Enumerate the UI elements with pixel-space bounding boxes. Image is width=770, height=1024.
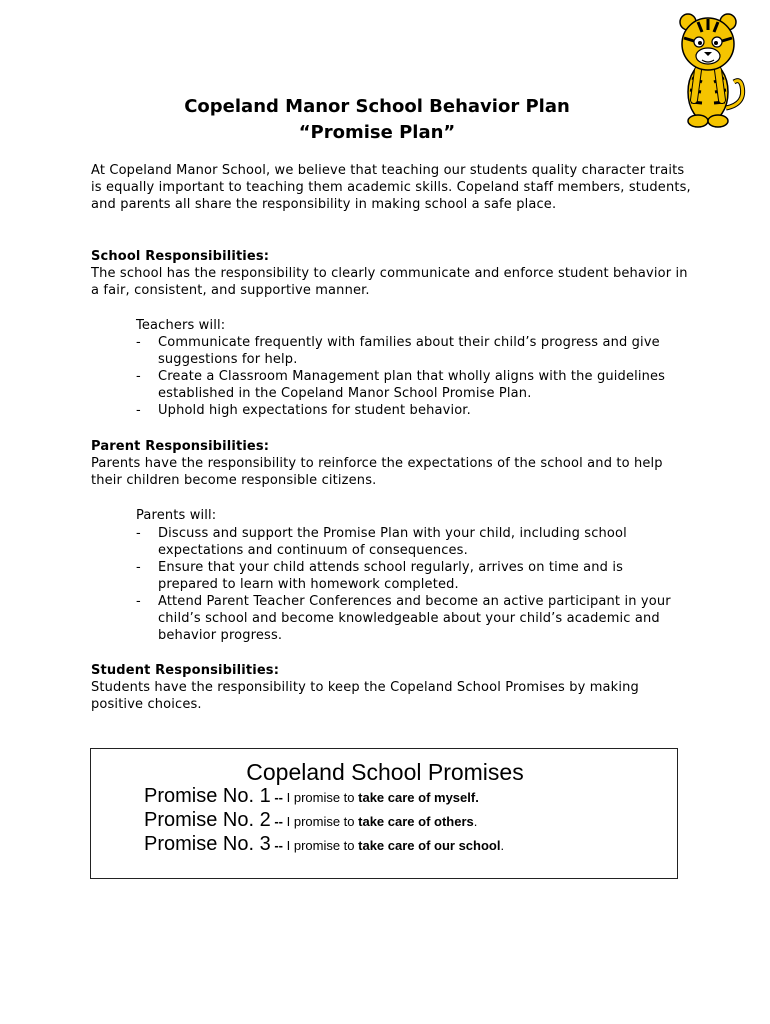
list-item: - Uphold high expectations for student behavior. — [136, 402, 676, 419]
promises-box — [90, 748, 678, 879]
parents-list-intro: Parents will: — [136, 508, 217, 523]
page-title — [0, 94, 754, 146]
title-line-1: Copeland Manor School Behavior Plan — [184, 96, 570, 117]
parent-text: Parents have the responsibility to reinforce the expectations of the school and to help their children become responsible citizens. — [91, 456, 663, 488]
school-section — [91, 248, 691, 299]
list-item: - Attend Parent Teacher Conferences and become an active participant in your child’s school and become knowledgeable about your child’s academic and behavior progress. — [136, 593, 676, 644]
promise-row-3: Promise No. 3 -- I promise to take care of our school. — [144, 833, 505, 855]
parent-section — [91, 438, 691, 489]
promise-label: Promise No. 1 — [144, 785, 271, 807]
list-item: - Communicate frequently with families about their child’s progress and give suggestions for help. — [136, 334, 676, 368]
promises-title: Copeland School Promises — [246, 759, 524, 785]
parent-heading: Parent Responsibilities: — [91, 439, 270, 454]
school-text: The school has the responsibility to clearly communicate and enforce student behavior in a fair, consistent, and supportive manner. — [91, 266, 688, 298]
promise-label: Promise No. 2 — [144, 809, 271, 831]
teachers-list — [136, 334, 676, 419]
student-heading: Student Responsibilities: — [91, 663, 280, 678]
promise-row-2: Promise No. 2 -- I promise to take care of others. — [144, 809, 478, 831]
school-heading: School Responsibilities: — [91, 249, 270, 264]
promise-row-1: Promise No. 1 -- I promise to take care of myself. — [144, 785, 479, 807]
promise-label: Promise No. 3 — [144, 833, 271, 855]
intro-paragraph: At Copeland Manor School, we believe that teaching our students quality character traits is equally important to teaching them academic skills. Copeland staff members, students, and parents all share the responsibility in making school a safe place. — [91, 163, 691, 212]
parents-list — [136, 525, 676, 644]
list-item: - Create a Classroom Management plan that wholly aligns with the guidelines established in the Copeland Manor School Promise Plan. — [136, 368, 676, 402]
title-line-2: “Promise Plan” — [298, 122, 456, 143]
student-section — [91, 662, 691, 713]
teachers-list-intro: Teachers will: — [136, 318, 226, 333]
list-item: - Discuss and support the Promise Plan with your child, including school expectations and continuum of consequences. — [136, 525, 676, 559]
student-text: Students have the responsibility to keep the Copeland School Promises by making positive choices. — [91, 680, 639, 712]
list-item: - Ensure that your child attends school regularly, arrives on time and is prepared to learn with homework completed. — [136, 559, 676, 593]
